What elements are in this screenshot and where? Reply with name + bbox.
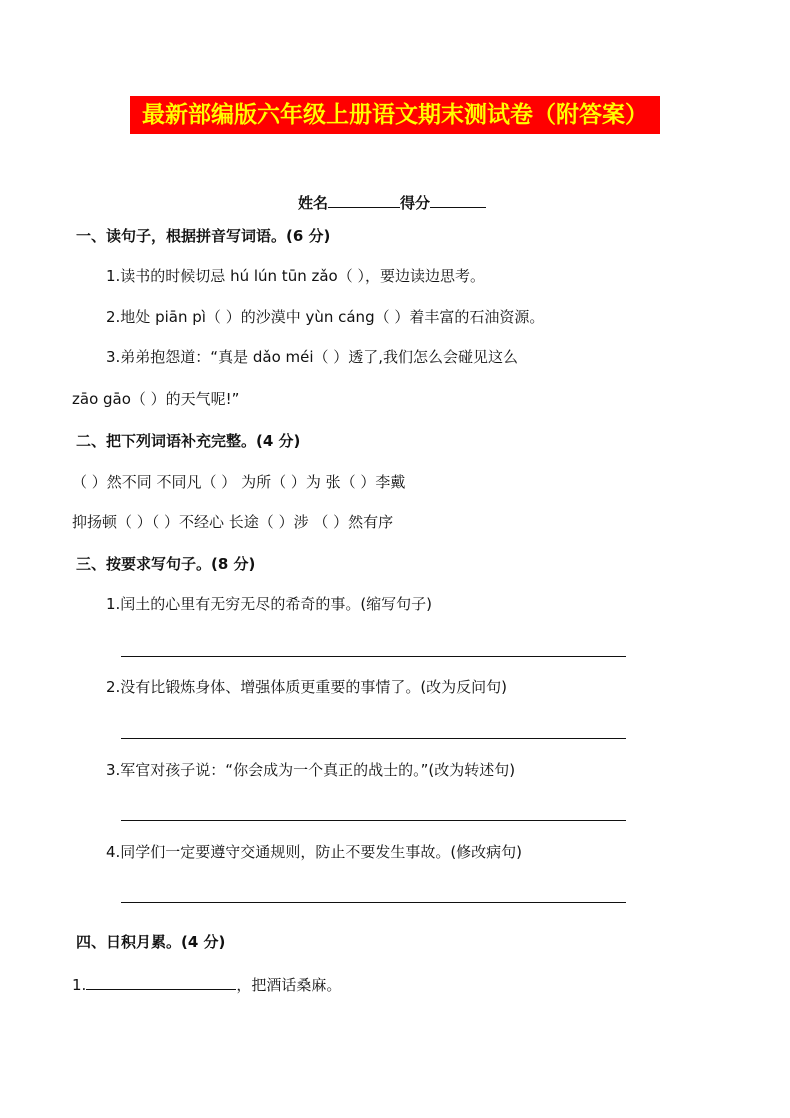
answer-line-1[interactable]: [121, 656, 626, 657]
section3-question-4: 4.同学们一定要遵守交通规则，防止不要发生事故。(修改病句): [106, 843, 523, 861]
answer-line-2[interactable]: [121, 738, 626, 739]
section1-question-3b: zāo gāo（ ）的天气呢!”: [72, 390, 240, 408]
section4-question-1-blank[interactable]: [86, 973, 236, 990]
section2-heading: 二、把下列词语补充完整。(4 分): [76, 432, 301, 450]
name-label: 姓名: [298, 194, 329, 212]
section4-question-1: [72, 973, 341, 995]
name-blank[interactable]: [328, 191, 400, 208]
section3-heading: 三、按要求写句子。(8 分): [76, 555, 256, 573]
section1-question-3a: 3.弟弟抱怨道：“真是 dǎo méi（ ）透了,我们怎么会碰见这么: [106, 348, 519, 366]
answer-line-4[interactable]: [121, 902, 626, 903]
section1-question-2: 2.地处 piān pì（ ）的沙漠中 yùn cáng（ ）着丰富的石油资源。: [106, 308, 545, 326]
answer-line-3[interactable]: [121, 820, 626, 821]
section1-heading: 一、读句子，根据拼音写词语。(6 分): [76, 227, 331, 245]
section4-question-1-text: ，把酒话桑麻。: [236, 976, 342, 994]
section2-row-1: （ ）然不同 不同凡（ ） 为所（ ）为 张（ ）李戴: [72, 473, 406, 491]
page-title: 最新部编版六年级上册语文期末测试卷（附答案）: [130, 96, 660, 134]
score-blank[interactable]: [430, 191, 486, 208]
section4-heading: 四、日积月累。(4 分): [76, 933, 226, 951]
section3-question-2: 2.没有比锻炼身体、增强体质更重要的事情了。(改为反问句): [106, 678, 508, 696]
name-score-line: [298, 191, 486, 213]
section2-row-2: 抑扬顿（ ）（ ）不经心 长途（ ）涉 （ ）然有序: [72, 513, 394, 531]
section1-question-1: 1.读书的时候切忌 hú lún tūn zǎo（ ），要边读边思考。: [106, 267, 485, 285]
section4-question-1-number: 1.: [72, 976, 87, 994]
section3-question-3: 3.军官对孩子说：“你会成为一个真正的战士的。”(改为转述句): [106, 761, 516, 779]
score-label: 得分: [400, 194, 431, 212]
section3-question-1: 1.闰土的心里有无穷无尽的希奇的事。(缩写句子): [106, 595, 433, 613]
